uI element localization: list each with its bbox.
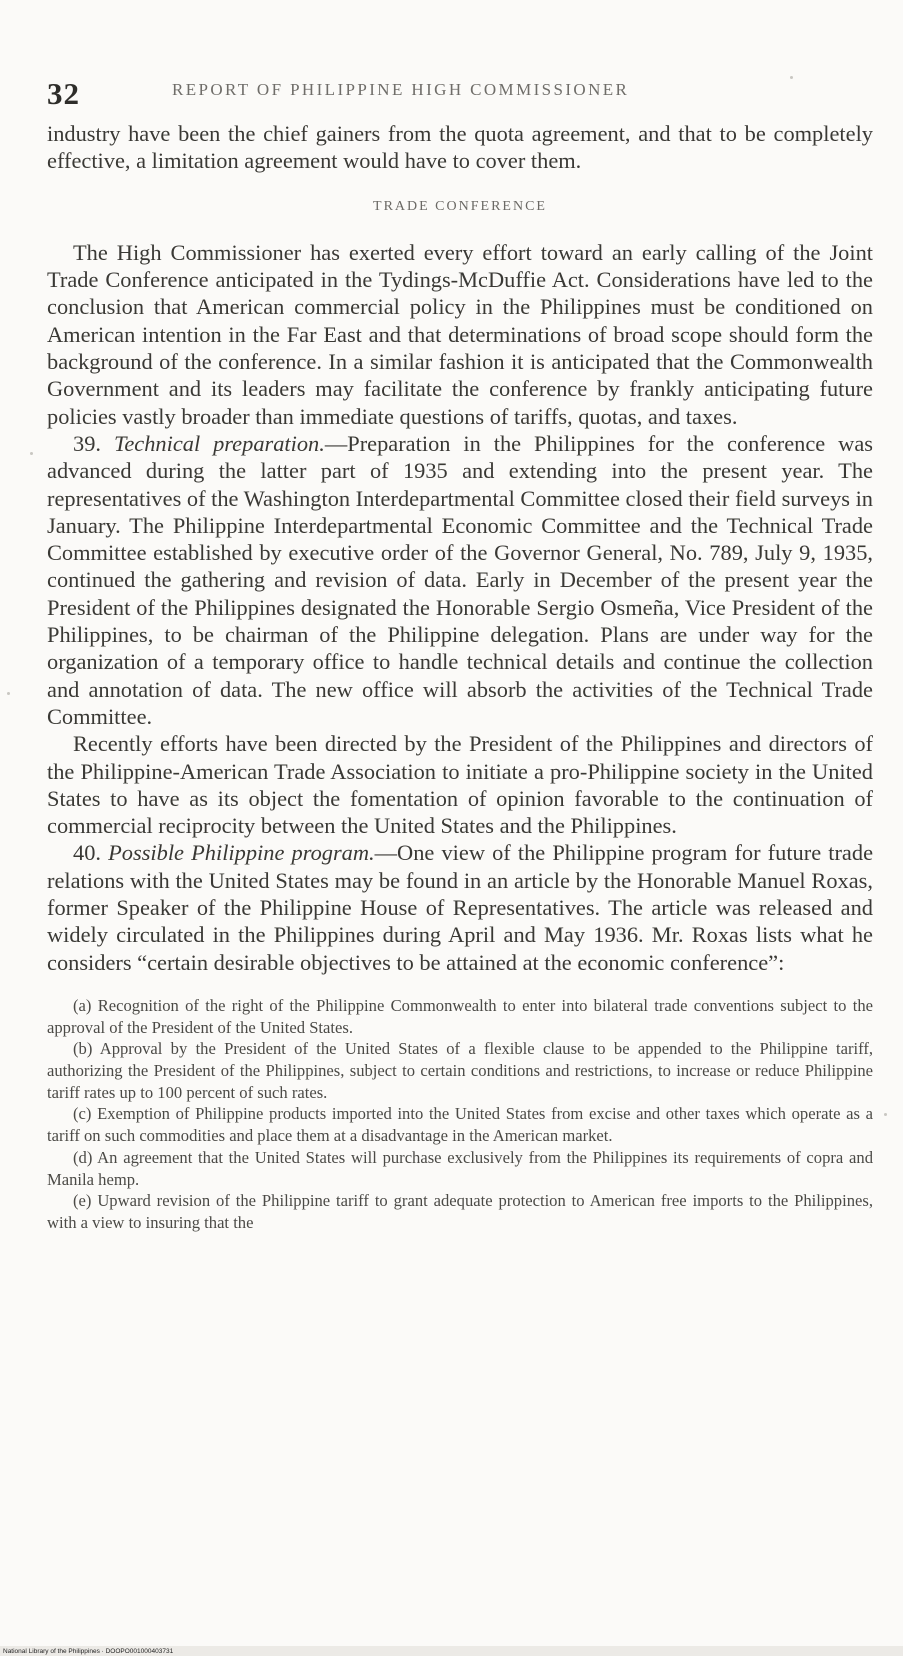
section-40-paragraph: [47, 839, 873, 975]
section-39-text: —Preparation in the Philippines for the conference was advanced during the latter part of 1935 and extending into the present year. The representatives of the Washington Interdepartmental Committee closed their field surveys in January. The Philippine Interdepartmental Economic Committee and the Technical Trade Committee established by executive order of the Governor General, No. 789, July 9, 1935, continued the gathering and revision of data. Early in December of the present year the President of the Philippines designated the Honorable Sergio Osmeña, Vice President of the Philippines, to be chairman of the Philippine delegation. Plans are under way for the organization of a temporary office to handle technical details and continue the collection and annotation of data. The new office will absorb the activities of the Technical Trade Committee.: [47, 430, 873, 729]
section-40-text: —One view of the Philippine program for future trade relations with the United States may be found in an article by the Honorable Manuel Roxas, former Speaker of the Philippine House of Representatives. The article was released and widely circulated in the Philippines during April and May 1936. Mr. Roxas lists what he considers “certain desirable objectives to be attained at the economic conference”:: [47, 840, 874, 975]
body-text: [47, 120, 873, 976]
objective-c: (c) Exemption of Philippine products imported into the United States from excise and other taxes which operate as a tariff on such commodities and place them at a disadvantage in the American market.: [47, 1104, 873, 1146]
objective-b: (b) Approval by the President of the United States of a flexible clause to be appended to the Philippine tariff, authorizing the President of the Philippines, subject to certain conditions and restrictions, to increase or reduce Philippine tariff rates up to 100 percent of such rates.: [47, 1039, 873, 1102]
scan-speck: [30, 452, 33, 455]
document-page: [47, 66, 873, 1234]
scan-speck: [7, 692, 10, 695]
section-39-paragraph: [47, 430, 873, 730]
objective-e: (e) Upward revision of the Philippine tariff to grant adequate protection to American free imports to the Philippines, with a view to insuring that the: [47, 1191, 873, 1232]
running-head: REPORT OF PHILIPPINE HIGH COMMISSIONER: [172, 80, 630, 99]
objective-d: (d) An agreement that the United States will purchase exclusively from the Philippines its requirements of copra and Manila hemp.: [47, 1147, 873, 1189]
section-39-number: 39.: [73, 430, 101, 456]
page-number: 32: [47, 76, 80, 111]
intro-paragraph: industry have been the chief gainers from the quota agreement, and that to be completely effective, a limitation agreement would have to cover them.: [47, 121, 873, 174]
conference-paragraph: The High Commissioner has exerted every effort toward an early calling of the Joint Trade Conference anticipated in the Tydings-McDuffie Act. Considerations have led to the conclusion that American commercial policy in the Philippines must be conditioned on American intention in the Far East and that determinations of broad scope should form the background of the conference. In a similar fashion it is anticipated that the Commonwealth Government and its leaders may facilitate the conference by frankly anticipating future policies vastly broader than immediate questions of tariffs, quotas, and taxes.: [47, 239, 873, 429]
section-39-title: Technical preparation.: [113, 430, 325, 456]
section-40-title: Possible Philippine program.: [108, 840, 375, 866]
archive-footer-text: National Library of the Philippines · DOOPO001000403731: [3, 1648, 174, 1655]
section-heading: TRADE CONFERENCE: [373, 198, 547, 214]
objectives-quote-block: [47, 995, 873, 1234]
scan-speck: [790, 76, 793, 79]
page-header: [47, 66, 873, 120]
objective-a: (a) Recognition of the right of the Philippine Commonwealth to enter into bilateral trade conventions subject to the approval of the President of the United States.: [47, 995, 873, 1037]
archive-footer: [0, 1646, 903, 1656]
scan-speck: [884, 1113, 887, 1116]
section-40-number: 40.: [73, 840, 101, 866]
society-paragraph: Recently efforts have been directed by the President of the Philippines and directors of the Philippine-American Trade Association to initiate a pro-Philippine society in the United States to have as its object the fomentation of opinion favorable to the continuation of commercial reciprocity between the United States and the Philippines.: [47, 731, 873, 839]
